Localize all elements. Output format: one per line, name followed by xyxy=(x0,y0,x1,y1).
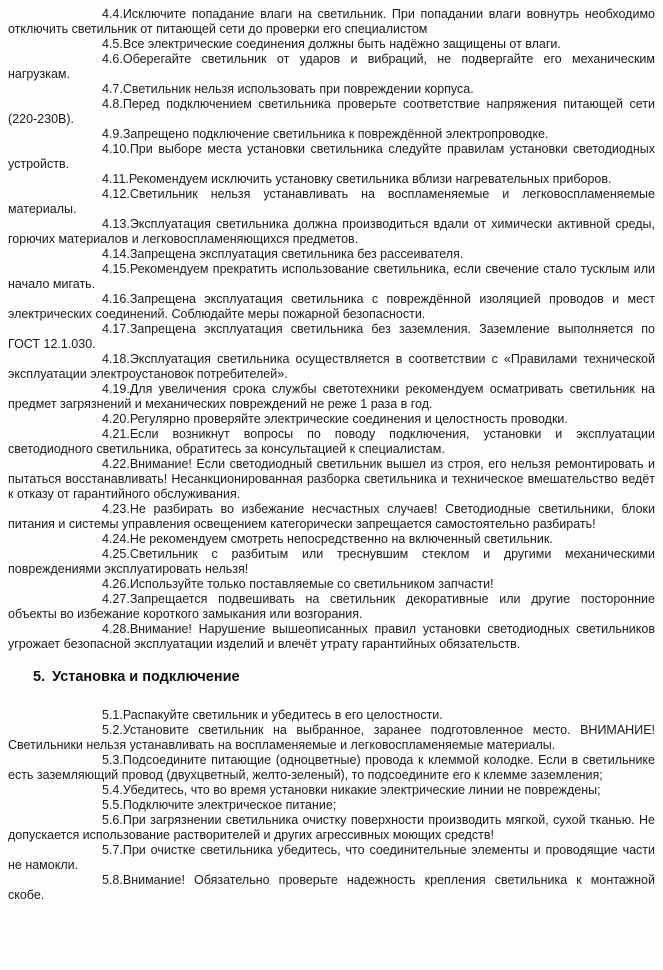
item-text: Подключите электрическое питание; xyxy=(122,798,337,812)
item-number: 4.21. xyxy=(102,427,130,441)
section-5-heading-title: Установка и подключение xyxy=(52,669,240,685)
item-text: Светильник с разбитым или треснувшим стеклом и другими механическими повреждениями эксплуатировать нельзя! xyxy=(8,547,655,576)
item-number: 4.7. xyxy=(102,82,123,96)
numbered-paragraph xyxy=(8,622,655,652)
item-number: 5.3. xyxy=(102,753,123,767)
item-text: Перед подключением светильника проверьте соответствие напряжения питающей сети (220-230В). xyxy=(8,97,655,126)
item-number: 4.6. xyxy=(102,52,123,66)
item-number: 4.17. xyxy=(102,322,130,336)
item-text: Внимание! Обязательно проверьте надежность крепления светильника к монтажной скобе. xyxy=(8,873,655,902)
item-text: Для увеличения срока службы светотехники рекомендуем осматривать светильник на предмет загрязнений и механических повреждений не реже 1 раза в год. xyxy=(8,382,655,411)
numbered-paragraph xyxy=(8,352,655,382)
item-number: 5.7. xyxy=(102,843,123,857)
numbered-paragraph xyxy=(8,723,655,753)
item-text: Внимание! Если светодиодный светильник вышел из строя, его нельзя ремонтировать и пытаться восстанавливать! Несанкционированная разборка светильника и техническое вмешательство ведёт к отказу от гарантийного обслуживания. xyxy=(8,457,655,501)
item-text: Запрещена эксплуатация светильника без заземления. Заземление выполняется по ГОСТ 12.1.030. xyxy=(8,322,655,351)
numbered-paragraph xyxy=(8,142,655,172)
item-number: 4.19. xyxy=(102,382,130,396)
numbered-paragraph xyxy=(8,322,655,352)
item-text: Установите светильник на выбранное, заранее подготовленное место. ВНИМАНИЕ! Светильники нельзя устанавливать на воспламеняемые и легковоспламеняемые материалы. xyxy=(8,723,655,752)
section-5-heading xyxy=(33,668,655,686)
item-number: 4.4. xyxy=(102,7,123,21)
item-text: Исключите попадание влаги на светильник. При попадании влаги вовнутрь необходимо отключить светильник от питающей сети до проверки его специалистом xyxy=(8,7,655,36)
numbered-paragraph xyxy=(8,412,655,427)
item-number: 5.5. xyxy=(102,798,123,812)
item-text: Рекомендуем прекратить использование светильника, если свечение стало тусклым или начало мигать. xyxy=(8,262,655,291)
numbered-paragraph xyxy=(8,873,655,903)
item-number: 4.26. xyxy=(102,577,130,591)
item-number: 4.15. xyxy=(102,262,130,276)
section-5-installation-items xyxy=(8,708,655,903)
numbered-paragraph xyxy=(8,457,655,502)
item-text: Эксплуатация светильника должна производиться вдали от химически активной среды, горючих материалов и легковоспламеняющихся предметов. xyxy=(8,217,655,246)
item-number: 4.24. xyxy=(102,532,130,546)
item-number: 4.11. xyxy=(102,172,129,186)
item-number: 4.14. xyxy=(102,247,130,261)
numbered-paragraph xyxy=(8,127,655,142)
numbered-paragraph xyxy=(8,502,655,532)
item-text: При очистке светильника убедитесь, что соединительные элементы и проводящие части не намокли. xyxy=(8,843,655,872)
item-number: 4.8. xyxy=(102,97,123,111)
item-text: Оберегайте светильник от ударов и вибраций, не подвергайте его механическим нагрузкам. xyxy=(8,52,655,81)
item-number: 5.8. xyxy=(102,873,123,887)
item-number: 5.6. xyxy=(102,813,123,827)
numbered-paragraph xyxy=(8,783,655,798)
numbered-paragraph xyxy=(8,292,655,322)
item-text: Внимание! Нарушение вышеописанных правил установки светодиодных светильников угрожает безопасной эксплуатации изделий и влечёт утрату гарантийных обязательств. xyxy=(8,622,655,651)
item-text: Не рекомендуем смотреть непосредственно на включенный светильник. xyxy=(129,532,553,546)
section-5-heading-number: 5. xyxy=(33,669,46,685)
numbered-paragraph xyxy=(8,798,655,813)
item-text: При загрязнении светильника очистку поверхности производить мягкой, сухой тканью. Не допускается использование растворителей и других агрессивных моющих средств! xyxy=(8,813,655,842)
item-number: 4.12. xyxy=(102,187,130,201)
item-number: 4.10. xyxy=(102,142,130,156)
item-text: Светильник нельзя использовать при повреждении корпуса. xyxy=(122,82,474,96)
numbered-paragraph xyxy=(8,577,655,592)
numbered-paragraph xyxy=(8,97,655,127)
numbered-paragraph xyxy=(8,247,655,262)
numbered-paragraph xyxy=(8,382,655,412)
item-text: Не разбирать во избежание несчастных случаев! Светодиодные светильники, блоки питания и системы управления освещением категорически запрещается самостоятельно разбирать! xyxy=(8,502,655,531)
item-text: Эксплуатация светильника осуществляется в соответствии с «Правилами технической эксплуатации электроустановок потребителей». xyxy=(8,352,655,381)
item-text: Светильник нельзя устанавливать на воспламеняемые и легковоспламеняемые материалы. xyxy=(8,187,655,216)
numbered-paragraph xyxy=(8,532,655,547)
numbered-paragraph xyxy=(8,172,655,187)
item-text: Убедитесь, что во время установки никакие электрические линии не повреждены; xyxy=(122,783,601,797)
item-text: Рекомендуем исключить установку светильника вблизи нагревательных приборов. xyxy=(128,172,612,186)
item-number: 5.1. xyxy=(102,708,123,722)
numbered-paragraph xyxy=(8,52,655,82)
item-text: Запрещена эксплуатация светильника без рассеивателя. xyxy=(129,247,464,261)
numbered-paragraph xyxy=(8,262,655,292)
numbered-paragraph xyxy=(8,217,655,247)
item-number: 4.20. xyxy=(102,412,130,426)
numbered-paragraph xyxy=(8,547,655,577)
item-text: Запрещено подключение светильника к повреждённой электропроводке. xyxy=(122,127,549,141)
item-number: 4.13. xyxy=(102,217,130,231)
item-number: 4.23. xyxy=(102,502,130,516)
numbered-paragraph xyxy=(8,82,655,97)
item-text: При выборе места установки светильника следуйте правилам установки светодиодных устройств. xyxy=(8,142,655,171)
item-text: Регулярно проверяйте электрические соединения и целостность проводки. xyxy=(129,412,568,426)
item-number: 4.9. xyxy=(102,127,123,141)
item-text: Используйте только поставляемые со светильником запчасти! xyxy=(129,577,494,591)
item-number: 4.16. xyxy=(102,292,130,306)
item-number: 4.22. xyxy=(102,457,130,471)
item-number: 4.25. xyxy=(102,547,130,561)
section-4-safety-items xyxy=(8,7,655,652)
item-text: Запрещается подвешивать на светильник декоративные или другие посторонние объекты во избежание короткого замыкания или возгорания. xyxy=(8,592,655,621)
item-number: 5.4. xyxy=(102,783,123,797)
item-text: Все электрические соединения должны быть надёжно защищены от влаги. xyxy=(122,37,561,51)
numbered-paragraph xyxy=(8,592,655,622)
item-text: Подсоедините питающие (одноцветные) провода к клеммой колодке. Если в светильнике есть заземляющий провод (двухцветный, желто-зеленый), то подсоедините его к клемме заземления; xyxy=(8,753,655,782)
numbered-paragraph xyxy=(8,708,655,723)
item-number: 4.28. xyxy=(102,622,130,636)
numbered-paragraph xyxy=(8,427,655,457)
item-number: 4.27. xyxy=(102,592,130,606)
numbered-paragraph xyxy=(8,187,655,217)
item-number: 4.18. xyxy=(102,352,130,366)
numbered-paragraph xyxy=(8,843,655,873)
item-number: 4.5. xyxy=(102,37,123,51)
item-text: Запрещена эксплуатация светильника с повреждённой изоляцией проводов и мест электрических соединений. Соблюдайте меры пожарной безопасности. xyxy=(8,292,655,321)
item-number: 5.2. xyxy=(102,723,123,737)
numbered-paragraph xyxy=(8,753,655,783)
item-text: Распакуйте светильник и убедитесь в его целостности. xyxy=(122,708,443,722)
item-text: Если возникнут вопросы по поводу подключения, установки и эксплуатации светодиодного светильника, обратитесь за консультацией к специалистам. xyxy=(8,427,655,456)
numbered-paragraph xyxy=(8,813,655,843)
numbered-paragraph xyxy=(8,7,655,37)
numbered-paragraph xyxy=(8,37,655,52)
